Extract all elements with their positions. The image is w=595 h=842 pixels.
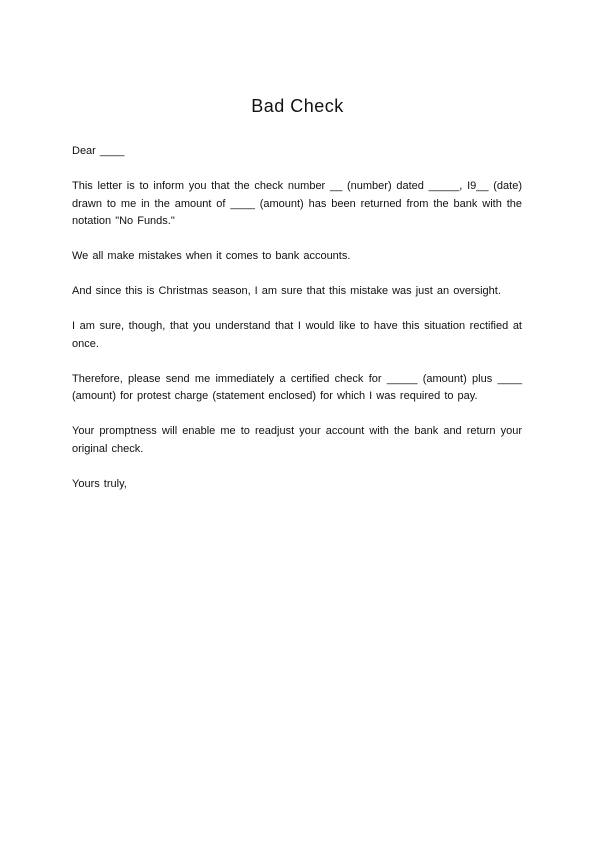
paragraph-christmas: And since this is Christmas season, I am sure that this mistake was just an oversight. — [72, 285, 501, 297]
letter-title: Bad Check — [251, 96, 344, 116]
closing: Yours truly, — [72, 477, 127, 490]
letter-body — [72, 143, 522, 511]
salutation: Dear ____ — [72, 145, 125, 157]
paragraph-mistakes: We all make mistakes when it comes to bank accounts. — [72, 250, 351, 262]
paragraph-rectify: I am sure, though, that you understand that I would like to have this situation rectified at once. — [72, 320, 522, 350]
paragraph-promptness: Your promptness will enable me to readjust your account with the bank and return your original check. — [72, 425, 522, 455]
paragraph-check-notice: This letter is to inform you that the check number __ (number) dated _____, I9__ (date) drawn to me in the amount of ____ (amount) has been returned from the bank with the notation "No Funds." — [72, 180, 522, 227]
paragraph-certified-check: Therefore, please send me immediately a certified check for _____ (amount) plus ____ (amount) for protest charge (statement enclosed) for which I was required to pay. — [72, 372, 522, 402]
